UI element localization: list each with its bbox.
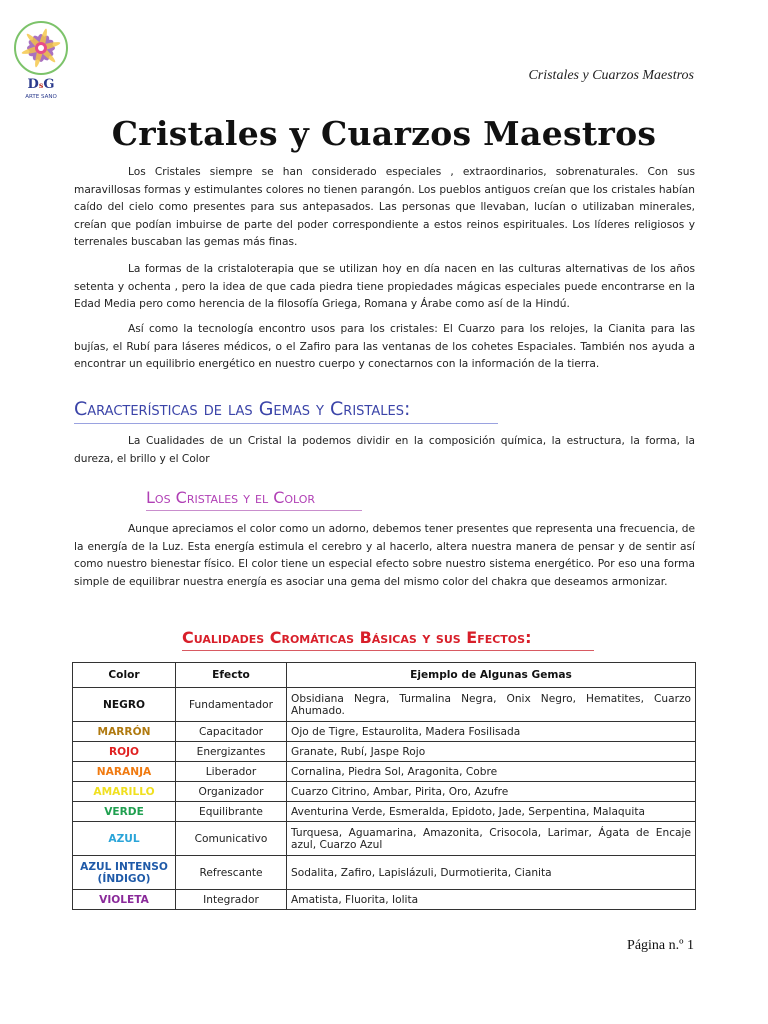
effect-cell: Refrescante	[176, 856, 287, 890]
color-cell: MARRÓN	[73, 722, 176, 742]
table-row	[73, 762, 696, 782]
intro-paragraph-2: La formas de la cristaloterapia que se utilizan hoy en día nacen en las culturas alternativas de los años setenta y ochenta , pero la idea de que cada piedra tiene propiedades mágicas especiales puede encontrarse en la Edad Media pero como herencia de la filosofía Griega, Romana y Árabe como así de la Hindú.	[74, 263, 695, 310]
gems-cell: Aventurina Verde, Esmeralda, Epidoto, Jade, Serpentina, Malaquita	[287, 802, 696, 822]
table-row	[73, 722, 696, 742]
gems-cell: Obsidiana Negra, Turmalina Negra, Onix Negro, Hematites, Cuarzo Ahumado.	[287, 688, 696, 722]
effect-cell: Comunicativo	[176, 822, 287, 856]
table-row	[73, 742, 696, 762]
color-cell: VERDE	[73, 802, 176, 822]
table-header-effect: Efecto	[176, 663, 287, 688]
color-paragraph: Aunque apreciamos el color como un adorno, debemos tener presentes que representa una frecuencia, de la energía de la Luz. Esta energía estimula el cerebro y al hacerlo, altera nuestra manera de pensar y de sentir así como nuestro bienestar físico. El color tiene un especial efecto sobre nuestro sistema energético. Por eso una forma simple de equilibrar nuestra energía es asociar una gema del mismo color del chakra que deseamos armonizar.	[74, 523, 695, 588]
intro-paragraph-1: Los Cristales siempre se han considerado especiales , extraordinarios, sobrenaturales. Con sus maravillosas formas y estimulantes colores no tienen parangón. Los pueblos antiguos creían que los cristales habían caído del cielo como presentes para sus antepasados. Las personas que llevaban, lucían o utilizaban minerales, creían que podían imbuirse de parte del poder correspondiente a estos reinos espirituales. Los líderes religiosos y terrenales buscaban las gemas más finas.	[74, 166, 695, 248]
intro-paragraph-3: Así como la tecnología encontro usos para los cristales: El Cuarzo para los relojes, la Cianita para las bujías, el Rubí para láseres médicos, o el Zafiro para las ventanas de los cohetes Espaciales. También nos ayuda a encontrar un equilibrio energético en nuestro cuerpo y conectarnos con la información de la tierra.	[74, 323, 695, 370]
color-cell: ROJO	[73, 742, 176, 762]
color-cell: AMARILLO	[73, 782, 176, 802]
svg-text:ARTE SANO: ARTE SANO	[25, 94, 57, 100]
table-header-gems: Ejemplo de Algunas Gemas	[287, 663, 696, 688]
table-row	[73, 802, 696, 822]
effect-cell: Equilibrante	[176, 802, 287, 822]
gems-cell: Amatista, Fluorita, Iolita	[287, 890, 696, 910]
section-heading-chromatic-qualities: Cualidades Cromáticas Básicas y sus Efectos:	[182, 628, 594, 651]
effect-cell: Liberador	[176, 762, 287, 782]
effect-cell: Energizantes	[176, 742, 287, 762]
effect-cell: Organizador	[176, 782, 287, 802]
logo	[10, 18, 72, 102]
characteristics-paragraph: La Cualidades de un Cristal la podemos dividir en la composición química, la estructura, la forma, la dureza, el brillo y el Color	[74, 435, 695, 465]
gems-cell: Sodalita, Zafiro, Lapislázuli, Durmotierita, Cianita	[287, 856, 696, 890]
table-row	[73, 890, 696, 910]
table-header-color: Color	[73, 663, 176, 688]
table-row	[73, 688, 696, 722]
effect-cell: Fundamentador	[176, 688, 287, 722]
page-title: Cristales y Cuarzos Maestros	[111, 114, 657, 153]
effect-cell: Capacitador	[176, 722, 287, 742]
mandala-logo-icon	[10, 18, 72, 102]
section-heading-characteristics: Características de las Gemas y Cristales:	[74, 398, 498, 424]
section-heading-color: Los Cristales y el Color	[146, 488, 362, 511]
table-row	[73, 822, 696, 856]
color-cell: AZUL	[73, 822, 176, 856]
table-row	[73, 782, 696, 802]
gems-cell: Turquesa, Aguamarina, Amazonita, Crisocola, Larimar, Ágata de Encaje azul, Cuarzo Azul	[287, 822, 696, 856]
gems-cell: Granate, Rubí, Jaspe Rojo	[287, 742, 696, 762]
color-cell: AZUL INTENSO (ÍNDIGO)	[73, 856, 176, 890]
table-row	[73, 856, 696, 890]
color-cell: NARANJA	[73, 762, 176, 782]
color-cell: NEGRO	[73, 688, 176, 722]
running-header: Cristales y Cuarzos Maestros	[528, 68, 694, 83]
gems-cell: Cornalina, Piedra Sol, Aragonita, Cobre	[287, 762, 696, 782]
svg-text:DsG: DsG	[27, 77, 55, 92]
page-number: Página n.º 1	[627, 938, 694, 953]
color-cell: VIOLETA	[73, 890, 176, 910]
table-header-row	[73, 663, 696, 688]
gems-cell: Cuarzo Citrino, Ambar, Pirita, Oro, Azufre	[287, 782, 696, 802]
gems-table	[72, 662, 696, 910]
gems-cell: Ojo de Tigre, Estaurolita, Madera Fosilisada	[287, 722, 696, 742]
effect-cell: Integrador	[176, 890, 287, 910]
